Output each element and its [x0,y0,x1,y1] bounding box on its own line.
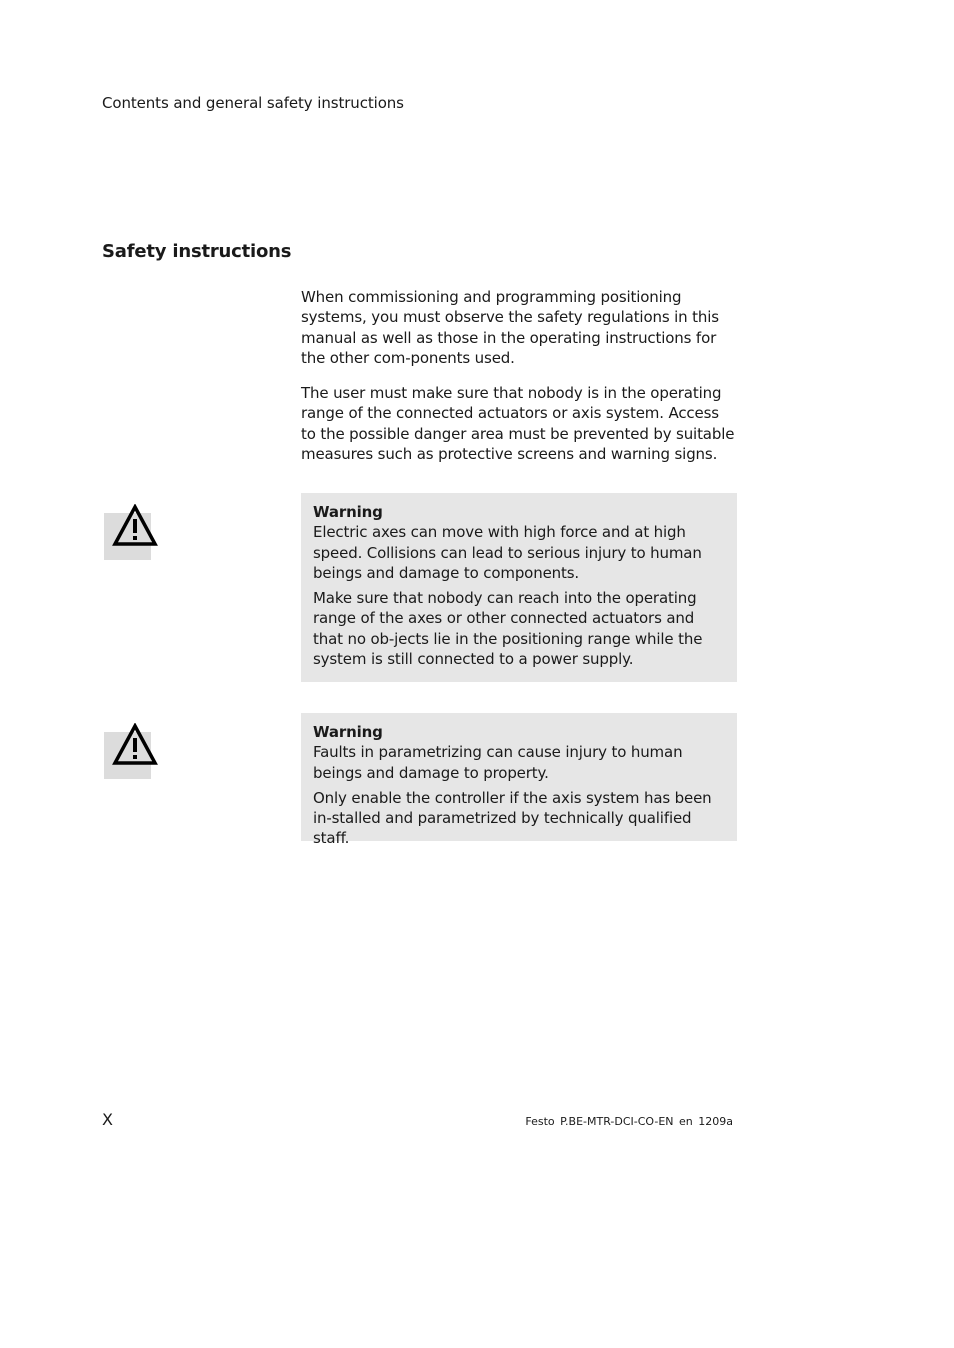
document-reference: Festo P.BE-MTR-DCI-CO-EN en 1209a [525,1115,733,1128]
intro-paragraph: The user must make sure that nobody is in the operating range of the connected actuators or axis system. Access to the possible danger area must be prevented by suitable measures such as protective screens and warning signs. [301,384,735,464]
warning-triangle-icon [104,513,151,560]
intro-text [301,287,737,479]
warning-paragraph: Make sure that nobody can reach into the operating range of the axes or other connected actuators and that no ob-jects lie in the positioning range while the system is still connected to a power supply. [313,589,703,669]
page-number: X [102,1110,113,1129]
section-title: Safety instructions [102,241,292,262]
intro-paragraph: When commissioning and programming positioning systems, you must observe the safety regulations in this manual as well as those in the operating instructions for the other com-ponents used. [301,288,719,367]
warning-paragraph: Electric axes can move with high force and at high speed. Collisions can lead to serious injury to human beings and damage to components. [313,523,702,582]
running-header: Contents and general safety instructions [102,94,404,112]
warning-box-2 [301,713,737,848]
warning-triangle-icon [104,732,151,779]
warning-title: Warning [313,723,383,741]
warning-paragraph: Faults in parametrizing can cause injury to human beings and damage to property. [313,743,683,782]
warning-paragraph: Only enable the controller if the axis system has been in-stalled and parametrized by technically qualified staff. [313,788,712,848]
warning-box-1 [301,493,737,682]
warning-title: Warning [313,503,383,521]
